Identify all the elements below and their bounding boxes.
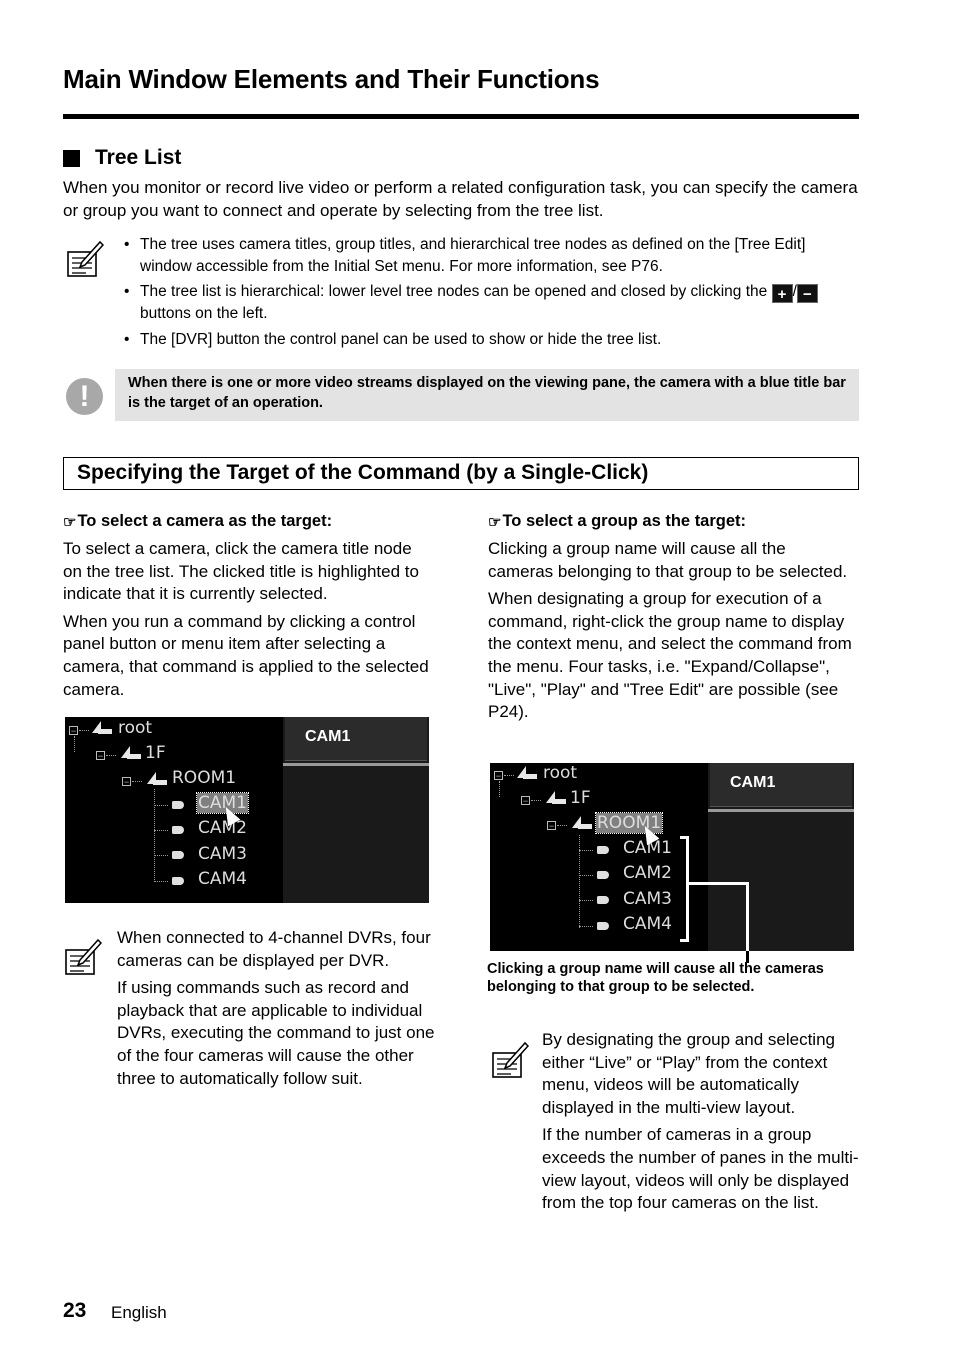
page-title: Main Window Elements and Their Functions (63, 64, 600, 94)
plus-button-icon: + (772, 284, 793, 303)
subsection-heading: Specifying the Target of the Command (by a Single-Click) (63, 457, 859, 490)
note-item2-pre: The tree list is hierarchical: lower level tree nodes can be opened and closed by clicking the (140, 283, 768, 300)
tree-node-camera[interactable]: CAM3 (623, 889, 672, 909)
memo-paragraph: If using commands such as record and playback that are applicable to individual DVRs, executing the command to just one of the four cameras will cause the other three to automatically follow suit. (117, 978, 435, 1088)
caution-text: When there is one or more video streams displayed on the viewing pane, the camera with a blue title bar is the target of an operation. (115, 369, 859, 421)
memo-pencil-icon (62, 936, 102, 976)
tree-node-root[interactable]: root (118, 718, 153, 738)
tree-node-camera[interactable]: CAM4 (623, 914, 672, 934)
pointing-hand-icon: ☞ (488, 513, 502, 531)
collapse-box-icon: − (70, 726, 77, 736)
tree-node-root[interactable]: root (543, 763, 578, 783)
memo-pencil-icon (64, 238, 104, 278)
collapse-box-icon: − (97, 751, 104, 761)
screenshot-caption: Clicking a group name will cause all the cameras belonging to that group to be selected. (487, 961, 824, 995)
bracket-connector (689, 882, 706, 885)
section-heading (63, 146, 181, 170)
collapse-box-icon: − (123, 777, 130, 787)
footer-language: English (111, 1303, 167, 1322)
note-item2-post: buttons on the left. (140, 305, 268, 322)
left-subheading (63, 512, 332, 531)
folder-icon (121, 746, 130, 758)
right-memo (542, 1029, 860, 1220)
note-item: • The [DVR] button the control panel can be used to show or hide the tree list. (124, 329, 859, 351)
tree-node-camera-label: CAM1 (198, 793, 247, 813)
pointing-hand-icon: ☞ (63, 513, 77, 531)
camera-view-pane[interactable] (708, 763, 854, 951)
camera-icon (172, 877, 184, 885)
camera-icon (597, 922, 609, 930)
tree-node-camera[interactable]: CAM1 (623, 838, 672, 858)
collapse-box-icon: − (522, 796, 529, 806)
folder-icon (147, 772, 156, 784)
left-paragraph: To select a camera, click the camera title node on the tree list. The clicked title is highlighted to indicate that it is currently selected. (63, 539, 419, 604)
tree-pane (490, 763, 706, 951)
tree-node-camera[interactable]: CAM4 (198, 869, 247, 889)
section-heading-text: Tree List (95, 146, 182, 169)
left-body (63, 538, 435, 706)
memo-paragraph: When connected to 4-channel DVRs, four cameras can be displayed per DVR. (117, 928, 431, 970)
camera-icon (597, 846, 609, 854)
camera-icon (597, 871, 609, 879)
note-item (124, 281, 859, 325)
tree-node-room[interactable]: ROOM1 (172, 768, 237, 788)
tree-screenshot-camera (65, 717, 429, 903)
title-rule (63, 114, 859, 119)
folder-icon (92, 721, 101, 733)
tree-pane (65, 717, 281, 903)
note-item: • The tree uses camera titles, group titles, and hierarchical tree nodes as defined on the [Tree Edit] window accessible from the Initial Set menu. For more information, see P76. (124, 234, 859, 277)
tree-node-camera[interactable]: CAM3 (198, 844, 247, 864)
memo-pencil-icon (489, 1039, 529, 1079)
minus-button-icon: − (797, 284, 818, 303)
tree-screenshot-group (490, 763, 854, 951)
square-bullet-icon (63, 150, 80, 167)
collapse-box-icon: − (548, 821, 555, 831)
slash: / (792, 283, 797, 300)
camera-view-pane[interactable] (283, 717, 429, 903)
tree-node-camera[interactable]: CAM2 (623, 863, 672, 883)
left-subheading-text: To select a camera as the target: (77, 512, 333, 530)
right-subheading (488, 512, 746, 531)
tree-node-camera[interactable]: CAM2 (198, 818, 247, 838)
caution-icon: ! (66, 378, 103, 415)
right-paragraph: Clicking a group name will cause all the cameras belonging to that group to be selected. (488, 539, 848, 581)
right-body (488, 538, 854, 729)
camera-icon (172, 851, 184, 859)
camera-icon (172, 826, 184, 834)
left-paragraph: When you run a command by clicking a control panel button or menu item after selecting a camera, that command is applied to the selected camera. (63, 611, 429, 699)
tree-node-room-label: ROOM1 (597, 813, 662, 833)
folder-icon (572, 816, 581, 828)
left-memo (117, 927, 437, 1095)
memo-paragraph: By designating the group and selecting either “Live” or “Play” from the context menu, videos will be automatically displayed in the multi-view layout. (542, 1030, 835, 1117)
memo-paragraph: If the number of cameras in a group exceeds the number of panes in the multi-view layout, videos will only be displayed from the top four cameras on the list. (542, 1125, 859, 1213)
tree-node-floor[interactable]: 1F (145, 743, 166, 763)
camera-title-bar: CAM1 (285, 717, 427, 761)
right-paragraph: When designating a group for execution of a command, right-click the group name to display the context menu, and select the command from the menu. Four tasks, i.e. "Expand/Collapse", "Live", "Play" and "Tree Edit" are possible (see P24). (488, 589, 852, 722)
page-number: 23 (63, 1299, 87, 1322)
folder-icon (546, 791, 555, 803)
camera-icon (597, 896, 609, 904)
camera-title-bar: CAM1 (710, 763, 852, 807)
camera-icon (172, 801, 184, 809)
right-subheading-text: To select a group as the target: (502, 512, 747, 530)
folder-icon (517, 766, 526, 778)
tree-node-floor[interactable]: 1F (570, 788, 591, 808)
group-bracket (680, 836, 689, 942)
notes-list (124, 234, 859, 354)
collapse-box-icon: − (495, 771, 502, 781)
callout-line-horizontal (706, 882, 748, 885)
callout-line-vertical (746, 882, 749, 951)
section-intro: When you monitor or record live video or perform a related configuration task, you can specify the camera or group you want to connect and operate by selecting from the tree list. (63, 178, 858, 220)
